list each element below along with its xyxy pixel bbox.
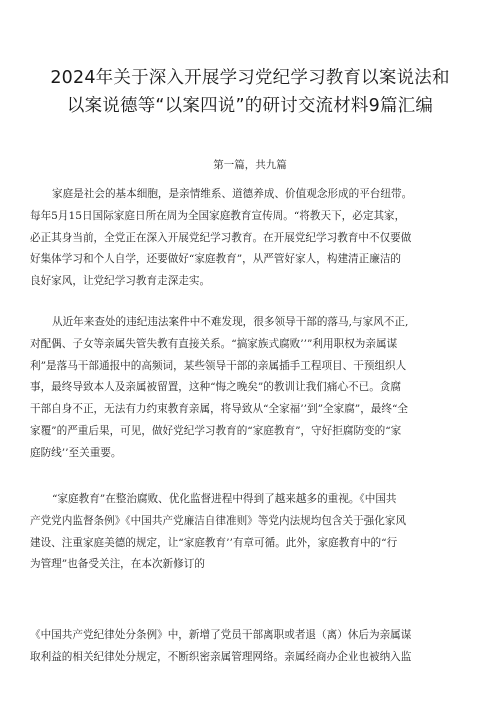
paragraph-line: 家庭是社会的基本细胞，是亲情维系、道德养成、价值观念形成的平台纽带。 (52, 188, 413, 200)
paragraph-3 (30, 489, 470, 576)
paragraph-line: 对配偶、子女等亲属失管失教有直接关系。“搞家族式腐败’’”利用职权为亲属谋 (30, 337, 398, 350)
section-heading: 第一篇，共九篇 (213, 159, 287, 171)
paragraph-line: 事，最终导致本人及亲属被留置，这种“悔之晚矣”的教训让我们痛心不已。贪腐 (30, 381, 402, 394)
paragraph-line: 取利益的相关纪律处分规定，不断织密亲属管理网络。亲属经商办企业也被纳入监 (30, 650, 412, 663)
paragraph-line: 家覆”的严重后果，可见，做好党纪学习教育的“家庭教育”，守好拒腐防变的“家 (30, 424, 402, 437)
paragraph-line: 良好家风，让党纪学习教育走深走实。 (30, 275, 211, 288)
paragraph-line: 产党党内监督条例》《中国共产党廉洁自律准则》等党内法规均包含关于强化家风 (30, 514, 407, 527)
paragraph-line: 必正其身当前，全党正在深入开展党纪学习教育。在开展党纪学习教育中不仅要做 (30, 231, 412, 244)
paragraph-line: 庭防线’’至关重要。 (30, 446, 122, 459)
paragraph-line: 利”是落马干部通报中的高频词，某些领导干部的亲属插手工程项目、干预组织人 (30, 359, 407, 372)
paragraph-line: 为管理”也备受关注，在本次新修订的 (30, 558, 205, 571)
paragraph-4 (30, 625, 470, 669)
paragraph-line: 建设、注重家庭美德的规定，让“家庭教育’’有章可循。此外，家庭教育中的“行 (30, 536, 398, 549)
paragraph-line: 从近年来查处的违纪违法案件中不难发现，很多领导干部的落马,与家风不正, (52, 316, 409, 328)
document-title-line-2: 以案说德等“以案四说”的研讨交流材料9篇汇编 (66, 96, 434, 116)
paragraph-line: 干部自身不正，无法有力约束教育亲属，将导致从“全家福’’到”全家腐”，最终“全 (30, 403, 408, 416)
document-title-line-1: 2024年关于深入开展学习党纪学习教育以案说法和 (50, 68, 450, 88)
paragraph-line: 《中国共产党纪律处分条例》中，新增了党员干部离职或者退（离）休后为亲属谋 (30, 629, 412, 641)
paragraph-line: 好集体学习和个人自学，还要做好“家庭教育”，从严管好家人，构建清正廉洁的 (30, 253, 402, 266)
paragraph-line: 每年5月15日国际家庭日所在周为全国家庭教育宣传周。“将教天下，必定其家， (30, 209, 406, 222)
paragraph-1 (30, 184, 470, 293)
paragraph-line: “家庭教育”在整治腐败、优化监督进程中得到了越来越多的重视。《中国共 (52, 493, 397, 505)
paragraph-2 (30, 312, 470, 465)
